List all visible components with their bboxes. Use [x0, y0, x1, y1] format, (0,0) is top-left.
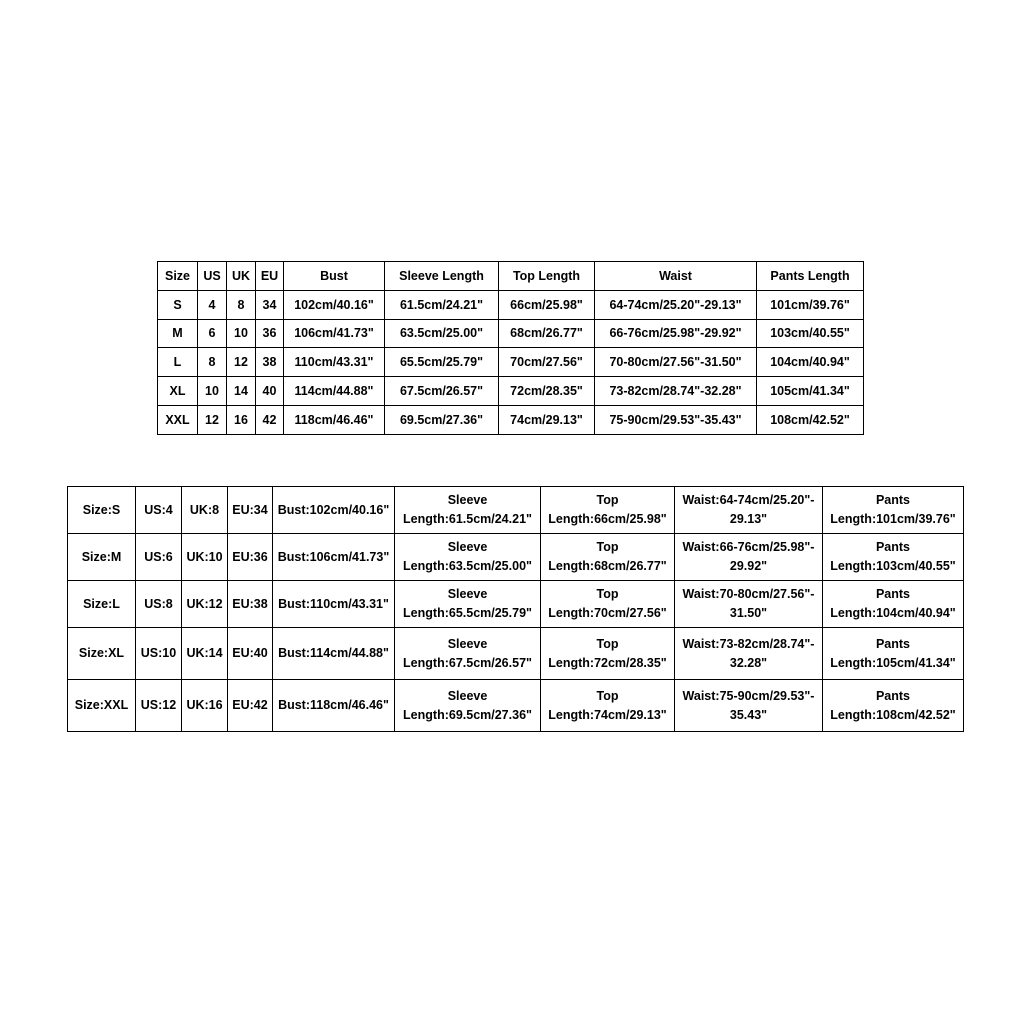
cell-top-length: 72cm/28.35" [499, 377, 595, 406]
cell-waist: Waist:73-82cm/28.74"- 32.28" [675, 628, 823, 680]
cell-pants-length: 104cm/40.94" [757, 348, 864, 377]
cell-eu: EU:42 [228, 680, 273, 732]
cell-pants-length: 108cm/42.52" [757, 405, 864, 434]
labeled-size-chart-table [67, 486, 964, 732]
cell-bust: Bust:118cm/46.46" [273, 680, 395, 732]
table-row [158, 290, 864, 319]
header-us: US [198, 262, 227, 291]
cell-waist: Waist:66-76cm/25.98"- 29.92" [675, 534, 823, 581]
cell-bust: 102cm/40.16" [284, 290, 385, 319]
cell-waist: 66-76cm/25.98"-29.92" [595, 319, 757, 348]
cell-sleeve-length: Sleeve Length:69.5cm/27.36" [395, 680, 541, 732]
header-top-length: Top Length [499, 262, 595, 291]
cell-pants-length: Pants Length:103cm/40.55" [823, 534, 964, 581]
cell-us: US:8 [136, 581, 182, 628]
cell-eu: EU:36 [228, 534, 273, 581]
table-row [68, 628, 964, 680]
cell-waist: Waist:75-90cm/29.53"- 35.43" [675, 680, 823, 732]
table-row [158, 348, 864, 377]
cell-uk: UK:10 [182, 534, 228, 581]
table-header-row [158, 262, 864, 291]
cell-bust: Bust:114cm/44.88" [273, 628, 395, 680]
cell-waist: Waist:64-74cm/25.20"- 29.13" [675, 487, 823, 534]
cell-bust: 110cm/43.31" [284, 348, 385, 377]
cell-uk: UK:12 [182, 581, 228, 628]
cell-eu: EU:38 [228, 581, 273, 628]
cell-uk: 16 [227, 405, 256, 434]
cell-us: 4 [198, 290, 227, 319]
header-bust: Bust [284, 262, 385, 291]
cell-eu: 34 [256, 290, 284, 319]
table-row [68, 581, 964, 628]
cell-size: Size:XXL [68, 680, 136, 732]
cell-size: L [158, 348, 198, 377]
cell-pants-length: 103cm/40.55" [757, 319, 864, 348]
table-row [68, 680, 964, 732]
cell-pants-length: 101cm/39.76" [757, 290, 864, 319]
cell-pants-length: 105cm/41.34" [757, 377, 864, 406]
cell-eu: 40 [256, 377, 284, 406]
cell-size: Size:M [68, 534, 136, 581]
cell-sleeve-length: Sleeve Length:65.5cm/25.79" [395, 581, 541, 628]
cell-top-length: 66cm/25.98" [499, 290, 595, 319]
cell-eu: EU:34 [228, 487, 273, 534]
header-pants-length: Pants Length [757, 262, 864, 291]
table-row [68, 534, 964, 581]
cell-pants-length: Pants Length:108cm/42.52" [823, 680, 964, 732]
cell-sleeve-length: 63.5cm/25.00" [385, 319, 499, 348]
cell-pants-length: Pants Length:105cm/41.34" [823, 628, 964, 680]
cell-bust: Bust:102cm/40.16" [273, 487, 395, 534]
cell-size: S [158, 290, 198, 319]
cell-us: 8 [198, 348, 227, 377]
cell-sleeve-length: 69.5cm/27.36" [385, 405, 499, 434]
cell-us: 12 [198, 405, 227, 434]
cell-sleeve-length: 61.5cm/24.21" [385, 290, 499, 319]
header-sleeve-length: Sleeve Length [385, 262, 499, 291]
table-row [158, 405, 864, 434]
cell-pants-length: Pants Length:101cm/39.76" [823, 487, 964, 534]
cell-uk: 12 [227, 348, 256, 377]
cell-eu: 36 [256, 319, 284, 348]
cell-waist: 70-80cm/27.56"-31.50" [595, 348, 757, 377]
cell-bust: 118cm/46.46" [284, 405, 385, 434]
cell-eu: 42 [256, 405, 284, 434]
cell-sleeve-length: 65.5cm/25.79" [385, 348, 499, 377]
cell-us: US:12 [136, 680, 182, 732]
cell-pants-length: Pants Length:104cm/40.94" [823, 581, 964, 628]
size-chart-table [157, 261, 864, 435]
cell-us: US:4 [136, 487, 182, 534]
cell-bust: 106cm/41.73" [284, 319, 385, 348]
cell-top-length: 70cm/27.56" [499, 348, 595, 377]
header-eu: EU [256, 262, 284, 291]
cell-us: 6 [198, 319, 227, 348]
cell-us: US:6 [136, 534, 182, 581]
cell-top-length: Top Length:70cm/27.56" [541, 581, 675, 628]
cell-top-length: Top Length:72cm/28.35" [541, 628, 675, 680]
cell-top-length: Top Length:74cm/29.13" [541, 680, 675, 732]
cell-top-length: 68cm/26.77" [499, 319, 595, 348]
cell-top-length: Top Length:66cm/25.98" [541, 487, 675, 534]
cell-eu: EU:40 [228, 628, 273, 680]
cell-bust: 114cm/44.88" [284, 377, 385, 406]
cell-waist: 64-74cm/25.20"-29.13" [595, 290, 757, 319]
cell-us: US:10 [136, 628, 182, 680]
cell-bust: Bust:106cm/41.73" [273, 534, 395, 581]
cell-bust: Bust:110cm/43.31" [273, 581, 395, 628]
cell-waist: Waist:70-80cm/27.56"- 31.50" [675, 581, 823, 628]
cell-size: XL [158, 377, 198, 406]
table-row [158, 319, 864, 348]
cell-sleeve-length: Sleeve Length:63.5cm/25.00" [395, 534, 541, 581]
cell-waist: 73-82cm/28.74"-32.28" [595, 377, 757, 406]
cell-size: Size:XL [68, 628, 136, 680]
cell-uk: UK:16 [182, 680, 228, 732]
cell-uk: 14 [227, 377, 256, 406]
cell-waist: 75-90cm/29.53"-35.43" [595, 405, 757, 434]
cell-eu: 38 [256, 348, 284, 377]
table-row [68, 487, 964, 534]
cell-sleeve-length: Sleeve Length:67.5cm/26.57" [395, 628, 541, 680]
cell-uk: UK:14 [182, 628, 228, 680]
cell-top-length: 74cm/29.13" [499, 405, 595, 434]
header-uk: UK [227, 262, 256, 291]
cell-uk: 10 [227, 319, 256, 348]
cell-size: Size:S [68, 487, 136, 534]
table-row [158, 377, 864, 406]
cell-top-length: Top Length:68cm/26.77" [541, 534, 675, 581]
header-size: Size [158, 262, 198, 291]
cell-uk: UK:8 [182, 487, 228, 534]
cell-sleeve-length: 67.5cm/26.57" [385, 377, 499, 406]
cell-size: Size:L [68, 581, 136, 628]
cell-us: 10 [198, 377, 227, 406]
cell-sleeve-length: Sleeve Length:61.5cm/24.21" [395, 487, 541, 534]
header-waist: Waist [595, 262, 757, 291]
cell-uk: 8 [227, 290, 256, 319]
cell-size: XXL [158, 405, 198, 434]
cell-size: M [158, 319, 198, 348]
